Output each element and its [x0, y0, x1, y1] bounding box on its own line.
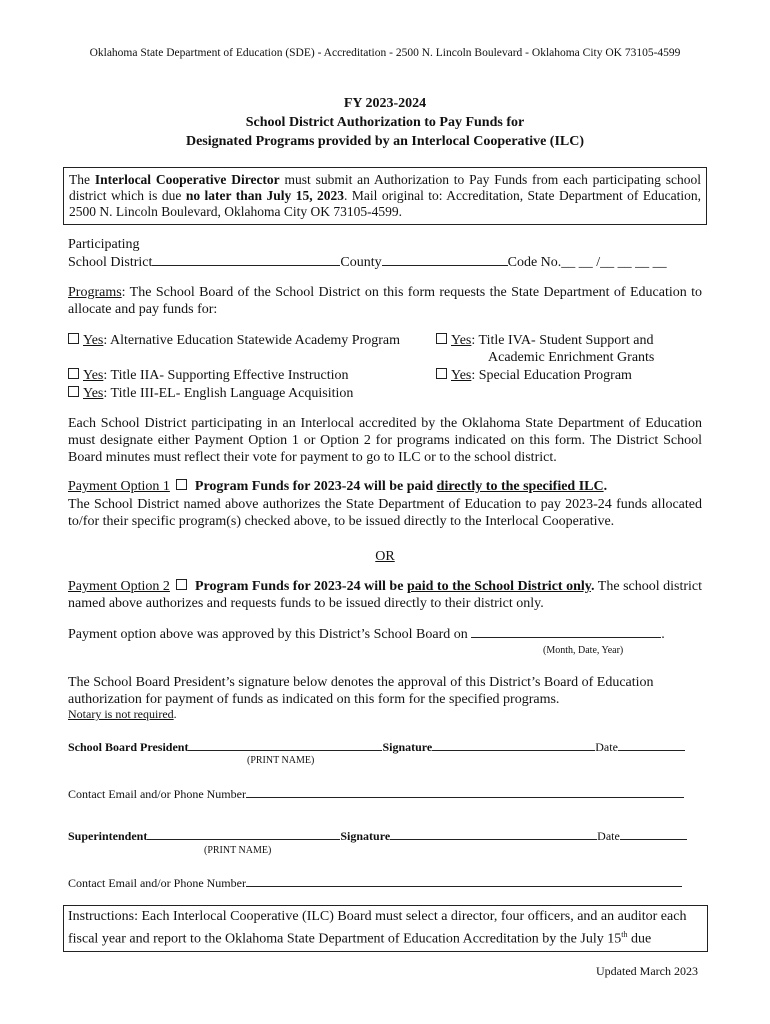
president-signature-line: School Board President Signature Date	[68, 738, 685, 755]
superintendent-name-field[interactable]	[147, 827, 340, 840]
form-year: FY 2023-2024	[343, 96, 427, 111]
program-title-iva-cont: Academic Enrichment Grants	[488, 350, 655, 365]
program-title-iii[interactable]: Yes: Title III-EL- English Language Acquisition	[68, 385, 353, 402]
superintendent-contact-field[interactable]	[246, 874, 682, 887]
special-ed-checkbox[interactable]	[436, 368, 447, 379]
president-signature-field[interactable]	[432, 738, 595, 751]
title-iii-checkbox[interactable]	[68, 386, 79, 397]
president-date-field[interactable]	[618, 738, 685, 751]
programs-intro: Programs: The School Board of the School District on this form requests the State Department of Education to allocate and pay funds for:	[68, 285, 702, 317]
date-hint: (Month, Date, Year)	[543, 645, 624, 656]
notice-box: The Interlocal Cooperative Director must submit an Authorization to Pay Funds from each participating school district which is due no later than July 15, 2023. Mail original to: Accreditation, State Department of Education, 2500 N. Lincoln Boulevard, Oklahoma City OK 73105-4599.	[63, 167, 707, 225]
district-line: School District County Code No.__ __ /__ __ __ __	[68, 255, 667, 270]
program-alt-ed[interactable]: Yes: Alternative Education Statewide Academy Program	[68, 332, 400, 349]
or-divider: OR	[375, 549, 395, 564]
approval-date-field[interactable]	[471, 625, 661, 638]
superintendent-signature-field[interactable]	[390, 827, 597, 840]
form-title: School District Authorization to Pay Funds for	[245, 115, 525, 130]
notary-note: Notary is not required.	[68, 707, 177, 721]
page-header: Oklahoma State Department of Education (SDE) - Accreditation - 2500 N. Lincoln Boulevard - Oklahoma City OK 73105-4599	[89, 47, 681, 59]
program-title-iia[interactable]: Yes: Title IIA- Supporting Effective Instruction	[68, 367, 348, 384]
superintendent-date-field[interactable]	[620, 827, 687, 840]
payment-option-1: Payment Option 1 Program Funds for 2023-24 will be paid directly to the specified ILC. The School District named above authorizes the State Department of Education to pay 2023-24 funds allocated to/for their specific program(s) checked above, to be issued directly to the Interlocal Cooperative.	[68, 479, 702, 529]
footer-updated: Updated March 2023	[596, 964, 698, 978]
instructions-box: Instructions: Each Interlocal Cooperative (ILC) Board must select a director, four officers, and an auditor each fiscal year and report to the Oklahoma State Department of Education Accreditation by the July 15th due	[63, 905, 708, 952]
option-1-checkbox[interactable]	[176, 479, 187, 490]
alt-ed-checkbox[interactable]	[68, 333, 79, 344]
president-contact-field[interactable]	[246, 785, 684, 798]
superintendent-signature-line: Superintendent Signature Date	[68, 827, 687, 844]
participating-label: Participating	[68, 237, 140, 252]
president-name-field[interactable]	[188, 738, 382, 751]
code-number-field[interactable]: __ __ /__ __ __ __	[561, 255, 667, 270]
form-subtitle: Designated Programs provided by an Interlocal Cooperative (ILC)	[185, 134, 585, 149]
program-title-iva[interactable]: Yes: Title IVA- Student Support and	[436, 332, 654, 349]
school-district-field[interactable]	[152, 253, 340, 266]
president-contact-line: Contact Email and/or Phone Number	[68, 785, 684, 802]
payment-option-2: Payment Option 2 Program Funds for 2023-24 will be paid to the School District only. The school district named above authorizes and requests funds to be issued directly to their district only.	[68, 579, 703, 611]
title-iva-checkbox[interactable]	[436, 333, 447, 344]
print-name-hint-2: (PRINT NAME)	[204, 845, 272, 856]
title-iia-checkbox[interactable]	[68, 368, 79, 379]
program-special-ed[interactable]: Yes: Special Education Program	[436, 367, 632, 384]
designation-paragraph: Each School District participating in an Interlocal accredited by the Oklahoma State Department of Education must designate either Payment Option 1 or Option 2 for programs indicated on this form. The District School Board minutes must reflect their vote for payment to go to ILC or to the school district.	[68, 416, 702, 465]
signature-intro: The School Board President’s signature below denotes the approval of this District’s Board of Education authorization for payment of funds as indicated on this form for the specified programs.	[68, 675, 654, 707]
superintendent-contact-line: Contact Email and/or Phone Number	[68, 874, 682, 891]
option-2-checkbox[interactable]	[176, 579, 187, 590]
county-field[interactable]	[382, 253, 508, 266]
approval-line: Payment option above was approved by this District’s School Board on .	[68, 627, 665, 642]
print-name-hint: (PRINT NAME)	[247, 755, 315, 766]
